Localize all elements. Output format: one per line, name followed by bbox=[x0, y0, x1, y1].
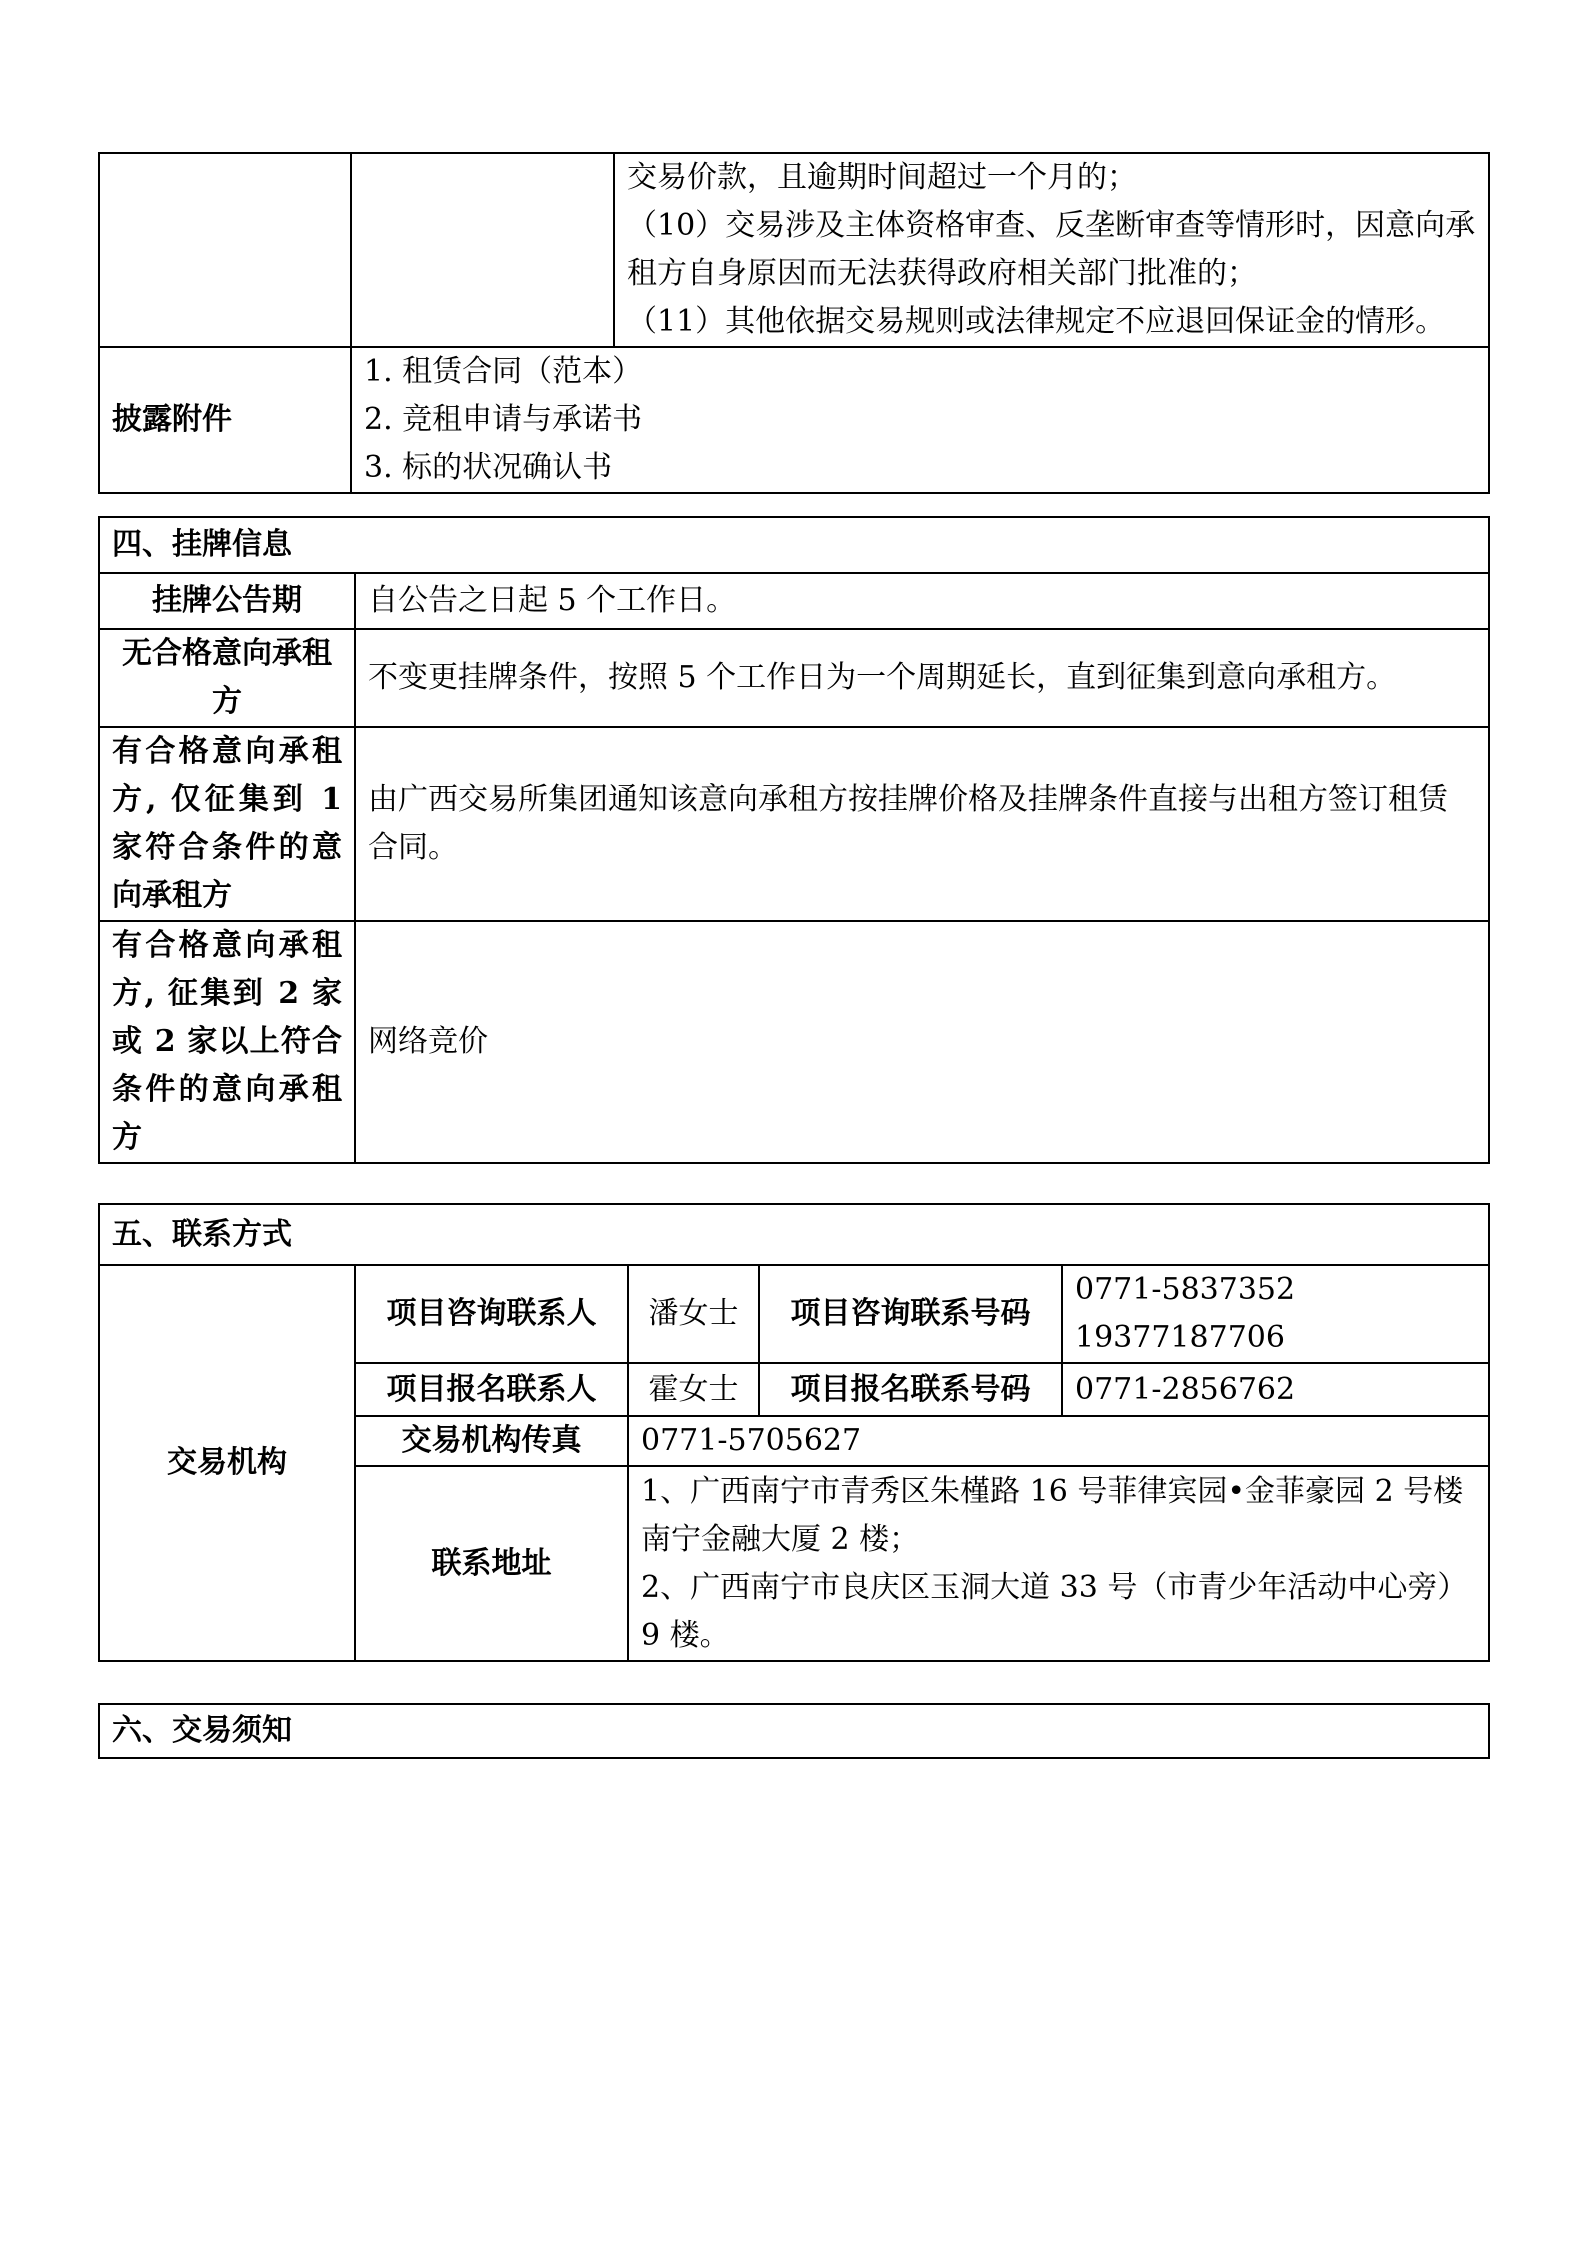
fax-number: 0771-5705627 bbox=[628, 1416, 1489, 1466]
consult-phone-number: 0771-5837352 bbox=[1075, 1272, 1296, 1307]
row-value: 自公告之日起 5 个工作日。 bbox=[355, 573, 1489, 629]
attachment-item: 2. 竞租申请与承诺书 bbox=[364, 402, 643, 437]
notice-header-row bbox=[99, 1704, 1489, 1758]
deposit-empty-cell-1 bbox=[99, 153, 351, 347]
consult-phone-cell bbox=[1062, 1265, 1489, 1363]
row-value: 网络竞价 bbox=[355, 921, 1489, 1163]
deposit-empty-cell-2 bbox=[351, 153, 614, 347]
listing-info-table bbox=[98, 516, 1490, 1164]
contact-section-title: 五、联系方式 bbox=[99, 1204, 1489, 1265]
signup-phone-number: 0771-2856762 bbox=[1062, 1363, 1489, 1416]
deposit-clauses-row bbox=[99, 153, 1489, 347]
attachment-item: 1. 租赁合同（范本） bbox=[364, 354, 643, 389]
org-label: 交易机构 bbox=[99, 1265, 355, 1661]
row-value: 不变更挂牌条件，按照 5 个工作日为一个周期延长，直到征集到意向承租方。 bbox=[355, 629, 1489, 727]
row-label: 挂牌公告期 bbox=[99, 573, 355, 629]
notice-table bbox=[98, 1703, 1490, 1759]
consult-person-name: 潘女士 bbox=[628, 1265, 759, 1363]
consult-phone-number: 19377187706 bbox=[1075, 1320, 1285, 1355]
contact-table bbox=[98, 1203, 1490, 1662]
attachments-row bbox=[99, 347, 1489, 493]
clause-line: 交易价款，且逾期时间超过一个月的； bbox=[627, 160, 1137, 195]
listing-row-announcement-period bbox=[99, 573, 1489, 629]
row-label: 有合格意向承租方, 征集到 2 家或 2 家以上符合条件的意向承租方 bbox=[99, 921, 355, 1163]
signup-person-name: 霍女士 bbox=[628, 1363, 759, 1416]
row-label: 有合格意向承租方, 仅征集到 1 家符合条件的意向承租方 bbox=[99, 727, 355, 921]
row-value: 由广西交易所集团通知该意向承租方按挂牌价格及挂牌条件直接与出租方签订租赁合同。 bbox=[355, 727, 1489, 921]
signup-phone-label: 项目报名联系号码 bbox=[759, 1363, 1062, 1416]
attachments-label: 披露附件 bbox=[99, 347, 351, 493]
listing-row-multiple-qualified-tenants bbox=[99, 921, 1489, 1163]
fax-label: 交易机构传真 bbox=[355, 1416, 628, 1466]
consult-phone-label: 项目咨询联系号码 bbox=[759, 1265, 1062, 1363]
clause-line: （11）其他依据交易规则或法律规定不应退回保证金的情形。 bbox=[627, 304, 1446, 339]
notice-section-title: 六、交易须知 bbox=[99, 1704, 1489, 1758]
attachments-cell bbox=[351, 347, 1489, 493]
deposit-clauses-cell bbox=[614, 153, 1489, 347]
attachment-item: 3. 标的状况确认书 bbox=[364, 450, 613, 485]
listing-section-title: 四、挂牌信息 bbox=[99, 517, 1489, 573]
contact-consult-row bbox=[99, 1265, 1489, 1363]
consult-person-label: 项目咨询联系人 bbox=[355, 1265, 628, 1363]
listing-row-one-qualified-tenant bbox=[99, 727, 1489, 921]
clause-line: （10）交易涉及主体资格审查、反垄断审查等情形时，因意向承租方自身原因而无法获得政府相关部门批准的； bbox=[627, 208, 1476, 291]
listing-header-row bbox=[99, 517, 1489, 573]
address-line: 2、广西南宁市良庆区玉洞大道 33 号（市青少年活动中心旁）9 楼。 bbox=[641, 1569, 1468, 1653]
address-line: 1、广西南宁市青秀区朱槿路 16 号菲律宾园•金菲豪园 2 号楼南宁金融大厦 2 楼； bbox=[641, 1473, 1464, 1557]
row-label: 无合格意向承租方 bbox=[99, 629, 355, 727]
address-label: 联系地址 bbox=[355, 1466, 628, 1661]
address-cell bbox=[628, 1466, 1489, 1661]
listing-row-no-qualified-tenant bbox=[99, 629, 1489, 727]
contact-header-row bbox=[99, 1204, 1489, 1265]
signup-person-label: 项目报名联系人 bbox=[355, 1363, 628, 1416]
deposit-terms-table bbox=[98, 152, 1490, 494]
